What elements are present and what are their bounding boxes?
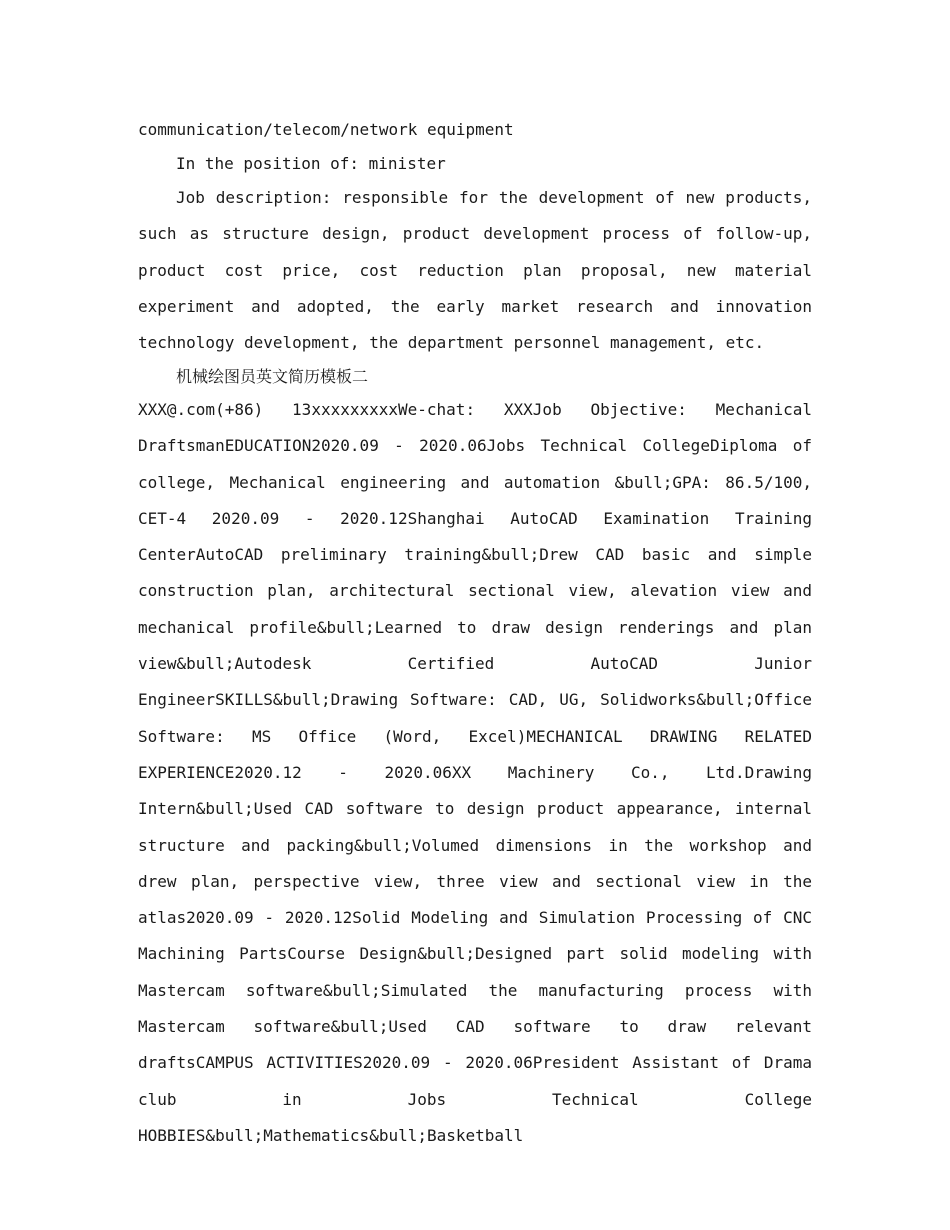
position-line: In the position of: minister: [176, 154, 446, 173]
industry-line: communication/telecom/network equipment: [138, 120, 514, 139]
template-heading: 机械绘图员英文简历模板二: [176, 367, 369, 386]
job-description-paragraph: Job description: responsible for the development of new products, such as structure design, product development process of follow-up, product cost price, cost reduction plan proposal, new material experiment and adopted, the early market research and innovation technology development, the department personnel management, etc.: [138, 188, 812, 353]
resume-body-paragraph: XXX@.com(+86) 13xxxxxxxxxWe-chat: XXXJob Objective: Mechanical DraftsmanEDUCATION2020.09 - 2020.06Jobs Technical CollegeDiploma of college, Mechanical engineering and automation &bull;GPA: 86.5/100, CET-4 2020.09 - 2020.12Shanghai AutoCAD Examination Training CenterAutoCAD preliminary training&bull;Drew CAD basic and simple construction plan, architectural sectional view, alevation view and mechanical profile&bull;Learned to draw design renderings and plan view&bull;Autodesk Certified AutoCAD Junior EngineerSKILLS&bull;Drawing Software: CAD, UG, Solidworks&bull;Office Software: MS Office (Word, Excel)MECHANICAL DRAWING RELATED EXPERIENCE2020.12 - 2020.06XX Machinery Co., Ltd.Drawing Intern&bull;Used CAD software to design product appearance, internal structure and packing&bull;Volumed dimensions in the workshop and drew plan, perspective view, three view and sectional view in the atlas2020.09 - 2020.12Solid Modeling and Simulation Processing of CNC Machining PartsCourse Design&bull;Designed part solid modeling with Mastercam software&bull;Simulated the manufacturing process with Mastercam software&bull;Used CAD software to draw relevant draftsCAMPUS ACTIVITIES2020.09 - 2020.06President Assistant of Drama club in Jobs Technical College HOBBIES&bull;Mathematics&bull;Basketball: [138, 400, 812, 1145]
